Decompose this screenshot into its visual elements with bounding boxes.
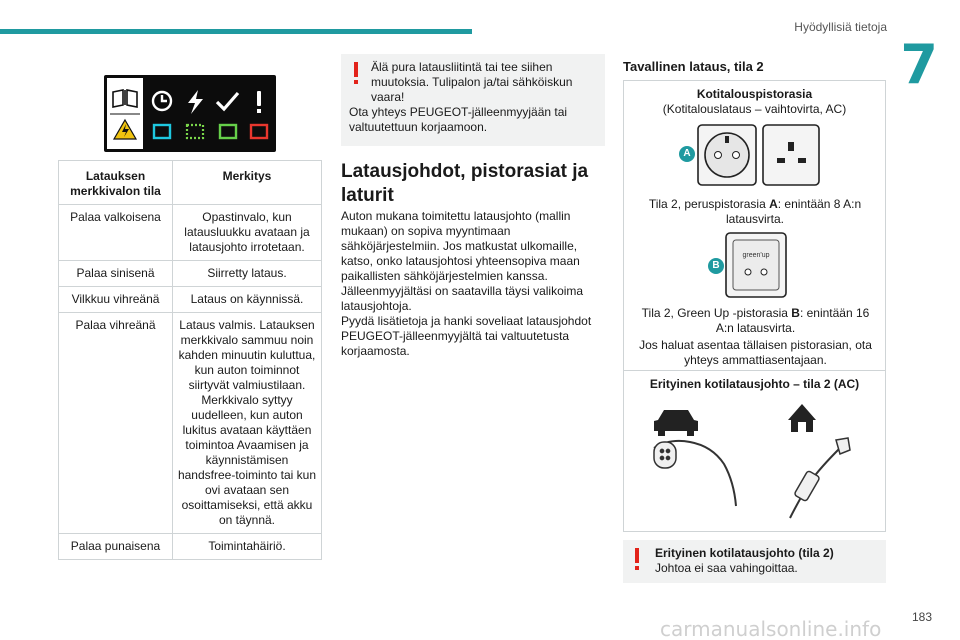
watermark: carmanualsonline.info: [660, 617, 882, 640]
chapter-number: 7: [900, 33, 938, 96]
socket-uk-icon: [763, 125, 819, 185]
indicator-states-table: [58, 160, 322, 560]
exclamation-icon: [354, 62, 358, 84]
divider: [623, 370, 886, 371]
section-heading: Latausjohdot, pistorasiat ja laturit: [341, 161, 589, 206]
paragraph: Auton mukana toimitettu latausjohto (mallin mukaan) on sopiva myyntimaan sähköjärjestelmiin. Jos matkustat ulkomaille, katso, onko latausjohtosi yhteensopiva maan paikallisten sähköjärjestelmien kanssa.: [341, 209, 580, 283]
section-title: Hyödyllisiä tietoja: [794, 20, 887, 34]
green-up-socket-icon: [725, 232, 787, 298]
car-icon: [654, 410, 698, 436]
blinking-green-status-light: [187, 125, 203, 138]
paragraph: Pyydä lisätietoja ja hanki soveliaat latausjohdot PEUGEOT-jälleenmyyjältä tai valtuutetusta korjaamosta.: [341, 314, 592, 358]
lightning-icon: [188, 90, 203, 114]
label-a: A: [679, 146, 695, 162]
table-cell-state: Palaa vihreänä: [59, 313, 173, 534]
table-cell-meaning: Lataus on käynnissä.: [173, 287, 322, 313]
checkmark-icon: [217, 93, 238, 109]
clock-icon: [153, 92, 171, 110]
table-cell-state: Vilkkuu vihreänä: [59, 287, 173, 313]
paragraph: Jälleenmyyjältäsi on saatavilla täysi valikoima latausjohtoja.: [341, 284, 584, 313]
table-cell-meaning: Siirretty lataus.: [173, 261, 322, 287]
panel-legend: [107, 78, 143, 149]
table-cell-meaning: Toimintahäiriö.: [173, 534, 322, 560]
house-icon: [788, 404, 816, 432]
table-header: Latauksen merkkivalon tila: [59, 161, 173, 205]
table-header: Merkitys: [173, 161, 322, 205]
table-cell-state: Palaa punaisena: [59, 534, 173, 560]
label-b: B: [708, 258, 724, 274]
household-sockets-illustration: [697, 124, 821, 188]
cable-title: Erityinen kotilatausjohto – tila 2 (AC): [649, 377, 860, 391]
charging-indicator-panel: [104, 75, 276, 152]
warning-text: Älä pura latausliitintä tai tee siihen muutoksia. Tulipalon ja/tai sähköiskun vaara!: [371, 60, 573, 104]
section-heading: Tavallinen lataus, tila 2: [623, 59, 764, 74]
control-box-icon: [790, 438, 850, 518]
table-row: [59, 205, 322, 261]
home-charging-cable-illustration: [650, 398, 860, 520]
table-cell-meaning: Lataus valmis. Latauksen merkkivalo sammuu noin kahden minuutin kuluttua, kun auton toiminnot siirtyvät valmiustilaan. Merkkivalo syttyy uudelleen, kun auton lukitus avataan käyttäen toimintoa Avaamisen ja käynnistämisen handsfree-toiminto tai kun ovi avataan sen osoittamiseksi, että akku on täynnä.: [173, 313, 322, 534]
header-accent-bar: [0, 29, 472, 34]
table-cell-meaning: Opastinvalo, kun latausluukku avataan ja latausjohto irrotetaan.: [173, 205, 322, 261]
page-number: 183: [911, 610, 932, 624]
red-status-light: [251, 125, 267, 138]
table-row: [59, 534, 322, 560]
cables-body-text: [341, 209, 607, 359]
manual-book-icon: [113, 90, 137, 107]
warning-text: Johtoa ei saa vahingoittaa.: [655, 561, 798, 575]
socket-b-note: Jos haluat asentaa tällaisen pistorasian, ota yhteys ammattiasentajaan.: [639, 338, 872, 367]
table-row: [59, 287, 322, 313]
warning-box: [623, 540, 886, 583]
warning-title: Erityinen kotilatausjohto (tila 2): [655, 546, 834, 560]
socket-b-description: Tila 2, Green Up -pistorasia B: enintään 16 A:n latausvirta.: [641, 306, 870, 335]
table-row: [59, 261, 322, 287]
table-cell-state: Palaa valkoisena: [59, 205, 173, 261]
high-voltage-warning-icon: [114, 120, 136, 139]
green-status-light: [220, 125, 236, 138]
warning-text: Ota yhteys PEUGEOT-jälleenmyyjään tai valtuutettuun korjaamoon.: [349, 105, 568, 134]
blue-status-light: [154, 125, 170, 138]
table-row: [59, 313, 322, 534]
socket-type-e-icon: [698, 125, 756, 185]
exclamation-icon: [635, 548, 639, 570]
box-subtitle: (Kotitalouslataus – vaihtovirta, AC): [662, 102, 847, 116]
socket-a-description: Tila 2, peruspistorasia A: enintään 8 A:n latausvirta.: [648, 197, 862, 226]
exclamation-icon: [257, 91, 261, 113]
table-cell-state: Palaa sinisenä: [59, 261, 173, 287]
box-title: Kotitalouspistorasia: [696, 87, 813, 101]
warning-box: [341, 54, 605, 146]
type2-connector-icon: [654, 441, 736, 506]
green-up-logo-text: green'up: [742, 252, 770, 259]
table-header-row: [59, 161, 322, 205]
